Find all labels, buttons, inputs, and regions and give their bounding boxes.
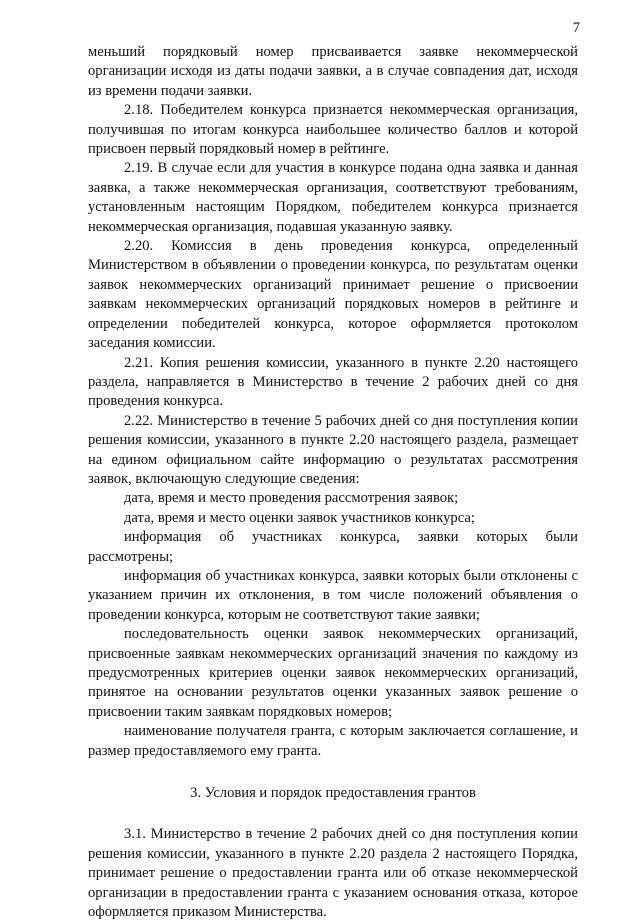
paragraph-2-22: 2.22. Министерство в течение 5 рабочих дней со дня поступления копии решения комиссии, указанного в пункте 2.20 настоящего раздела, размещает на едином официальном сайте информацию о результатах рассмотрения заявок, включающую следующие сведения:: [88, 412, 578, 487]
document-body: [88, 43, 578, 922]
list-item-rejected-participants: информация об участниках конкурса, заявки которых были отклонены с указанием причин их отклонения, в том числе положений объявления о проведении конкурса, которым не соответствуют такие заявки;: [88, 567, 578, 623]
list-item-evaluation-sequence: последовательность оценки заявок некоммерческих организаций, присвоенные заявкам некоммерческих организаций значения по каждому из предусмотренных критериев оценки заявок некоммерческих организаций, принятое на основании результатов оценки указанных заявок решение о присвоении таким заявкам порядковых номеров;: [88, 626, 578, 720]
paragraph-continuation: меньший порядковый номер присваивается заявке некоммерческой организации исходя из даты подачи заявки, а в случае совпадения дат, исходя из времени подачи заявки.: [88, 44, 578, 99]
list-item-evaluation-date: дата, время и место оценки заявок участников конкурса;: [124, 509, 475, 526]
list-item-grant-recipient: наименование получателя гранта, с которым заключается соглашение, и размер предоставляемого ему гранта.: [88, 723, 578, 759]
list-item-review-date: дата, время и место проведения рассмотрения заявок;: [124, 490, 459, 507]
paragraph-2-20: 2.20. Комиссия в день проведения конкурса, определенный Министерством в объявлении о проведении конкурса, по результатам оценки заявок некоммерческих организаций принимает решение о присвоении заявкам некоммерческих организаций порядковых номеров в рейтинге и определении победителей конкурса, которое оформляется протоколом заседания комиссии.: [88, 238, 578, 352]
section-heading: 3. Условия и порядок предоставления грантов: [190, 785, 476, 802]
paragraph-2-21: 2.21. Копия решения комиссии, указанного в пункте 2.20 настоящего раздела, направляется в Министерство в течение 2 рабочих дней со дня проведения конкурса.: [88, 354, 578, 410]
list-item-reviewed-participants: информация об участниках конкурса, заявки которых были рассмотрены;: [88, 529, 578, 565]
paragraph-2-18: 2.18. Победителем конкурса признается некоммерческая организация, получившая по итогам конкурса наибольшее количество баллов и которой присвоен первый порядковый номер в рейтинге.: [88, 102, 578, 158]
paragraph-2-19: 2.19. В случае если для участия в конкурсе подана одна заявка и данная заявка, а также некоммерческая организация, соответствуют требованиям, установленным настоящим Порядком, победителем конкурса признается некоммерческая организация, подавшая указанную заявку.: [88, 160, 578, 235]
page-number: 7: [572, 20, 580, 36]
paragraph-3-1: 3.1. Министерство в течение 2 рабочих дней со дня поступления копии решения комиссии, указанного в пункте 2.20 раздела 2 настоящего Порядка, принимает решение о предоставлении гранта или об отказе некоммерческой организации в предоставлении гранта с указанием основания отказа, которое оформляется приказом Министерства.: [88, 826, 578, 921]
